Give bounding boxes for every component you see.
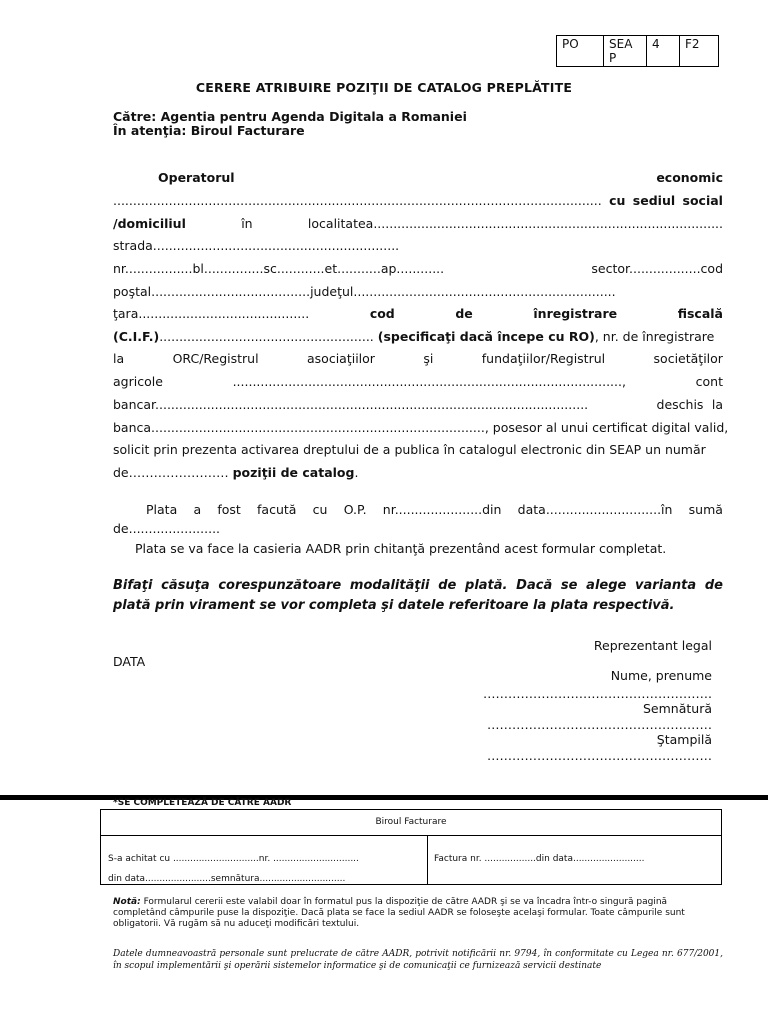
code-cell: F2 <box>680 36 719 67</box>
form-text: social <box>682 193 723 208</box>
form-text: sumă <box>688 502 723 517</box>
payment-line <box>146 502 723 518</box>
form-text: solicit prin prezenta activarea dreptului de a publica în catalogul electronic din SEAP un număr <box>113 442 706 457</box>
code-cell: 4 <box>647 36 680 67</box>
box-divider <box>427 835 428 885</box>
form-text: cu <box>609 193 626 208</box>
stamp-label: Ştampilă <box>656 732 712 747</box>
form-text: O.P. <box>343 502 367 517</box>
document-title: CERERE ATRIBUIRE POZIŢII DE CATALOG PREPLĂTITE <box>195 80 573 95</box>
invoice-field[interactable]: Factura nr. ..................din data......................... <box>434 854 645 864</box>
fill-field[interactable]: bancar............................................................................................................. <box>113 397 589 412</box>
form-text: la <box>113 351 125 366</box>
note-label: Notă: <box>113 897 141 907</box>
form-text: şi <box>423 351 434 366</box>
form-line <box>113 465 723 481</box>
paid-with-field[interactable]: S-a achitat cu ..............................nr. .............................. <box>108 854 359 864</box>
fill-field[interactable]: de…………………… <box>113 465 233 480</box>
form-line <box>113 374 723 390</box>
form-line <box>113 351 723 367</box>
form-text: poziţii de catalog <box>232 465 355 480</box>
payment-instruction: Bifaţi căsuţa corespunzătoare modalităţii de plată. Dacă se alege varianta de plată prin virament se vor completa şi datele referitoare la plata respectivă. <box>113 578 723 613</box>
form-line <box>113 216 723 232</box>
form-code-table <box>556 35 719 67</box>
form-text: de <box>455 306 473 321</box>
form-text: cod <box>369 306 395 321</box>
fill-field[interactable]: data.............................în <box>517 502 673 517</box>
form-text: fundaţiilor/Registrul <box>481 351 606 366</box>
form-text: fost <box>217 502 241 517</box>
to-line: Către: Agentia pentru Agenda Digitala a Romaniei <box>113 109 467 124</box>
form-text: agricole <box>113 374 163 389</box>
fill-field[interactable]: de....................... <box>113 521 221 536</box>
form-line <box>113 397 723 413</box>
payment-cash-line: Plata se va face la casieria AADR prin chitanţă prezentând acest formular completat. <box>135 541 667 556</box>
fill-field[interactable]: ........................................................................................................................... <box>113 193 602 208</box>
form-text: a <box>193 502 202 517</box>
form-text: cu <box>312 502 328 517</box>
note-paragraph <box>113 897 723 930</box>
fill-field[interactable]: strada.............................................................. <box>113 238 400 253</box>
form-text: ORC/Registrul <box>172 351 259 366</box>
form-line <box>113 170 723 186</box>
form-text: . <box>354 465 359 480</box>
fill-field[interactable]: ...................................................... <box>159 329 374 344</box>
code-cell: PO <box>557 36 604 67</box>
stamp-field[interactable]: ……………………………………………… <box>487 748 712 763</box>
form-text: asociaţiilor <box>307 351 375 366</box>
form-line <box>113 306 723 322</box>
form-text: /domiciliul <box>113 216 186 231</box>
date-signature-field[interactable]: din data.......................semnătura.............................. <box>108 874 346 884</box>
note-text: Formularul cererii este valabil doar în formatul pus la dispoziţie de către AADR şi se va încadra într-o singură pagină completând câmpurile puse la dispoziţie. Dacă plata se face la sediul AADR se foloseşte acelaşi formular. Toate câmpurile sunt obligatorii. Vă rugăm să nu aduceţi modificări textului. <box>113 897 685 929</box>
fill-field[interactable]: sector..................cod <box>591 261 723 276</box>
form-text: la <box>711 397 723 412</box>
attention-line: În atenţia: Biroul Facturare <box>113 123 305 138</box>
form-line <box>113 193 723 209</box>
form-text: (C.I.F.) <box>113 329 160 344</box>
form-text: societăţilor <box>653 351 723 366</box>
fill-field[interactable]: ţara........................................... <box>113 306 310 321</box>
form-text: facută <box>257 502 297 517</box>
addressee <box>113 110 467 138</box>
form-line <box>113 329 723 345</box>
form-text: înregistrare <box>533 306 618 321</box>
form-text: cont <box>695 374 723 389</box>
signature-field[interactable]: ……………………………………………… <box>487 717 712 732</box>
fill-field[interactable]: banca...................................................................................., posesor al unui certificat digital valid, <box>113 420 729 435</box>
fill-field[interactable]: nr.................bl...............sc............et...........ap............ <box>113 261 445 276</box>
signature-label: Semnătură <box>642 701 712 716</box>
aadr-section-label: *SE COMPLETEAZĂ DE CĂTRE AADR <box>113 798 292 808</box>
code-cell: SEA P <box>604 36 647 67</box>
name-field[interactable]: ………………………………………………. <box>483 686 712 701</box>
fill-field[interactable]: nr......................din <box>382 502 502 517</box>
name-label: Nume, prenume <box>610 668 712 683</box>
form-text: în <box>241 216 253 231</box>
form-line <box>113 261 723 277</box>
date-label: DATA <box>113 654 146 669</box>
billing-office-box <box>100 809 722 885</box>
fill-field[interactable]: .................................................................................................., <box>232 374 626 389</box>
form-text: sediul <box>632 193 676 208</box>
form-text: economic <box>656 170 723 185</box>
form-text: , nr. de înregistrare <box>594 329 715 344</box>
privacy-notice: Datele dumneavoastră personale sunt prelucrate de către AADR, potrivit notificării nr. 9794, în conformitate cu Legea nr. 677/2001, în scopul implementării şi operării sistemelor informatice şi de comunicaţii ce furnizează servicii destinate <box>113 949 723 971</box>
fill-field[interactable]: poştal........................................judeţul.................................................................. <box>113 284 616 299</box>
form-text: fiscală <box>677 306 723 321</box>
legal-representative-label: Reprezentant legal <box>593 638 712 653</box>
billing-office-title: Biroul Facturare <box>101 810 721 836</box>
form-text: Operatorul <box>158 170 235 185</box>
fill-field[interactable]: localitatea........................................................................................ <box>307 216 723 231</box>
form-text: deschis <box>656 397 704 412</box>
form-text: (specificaţi dacă începe cu RO) <box>377 329 595 344</box>
form-text: Plata <box>146 502 178 517</box>
